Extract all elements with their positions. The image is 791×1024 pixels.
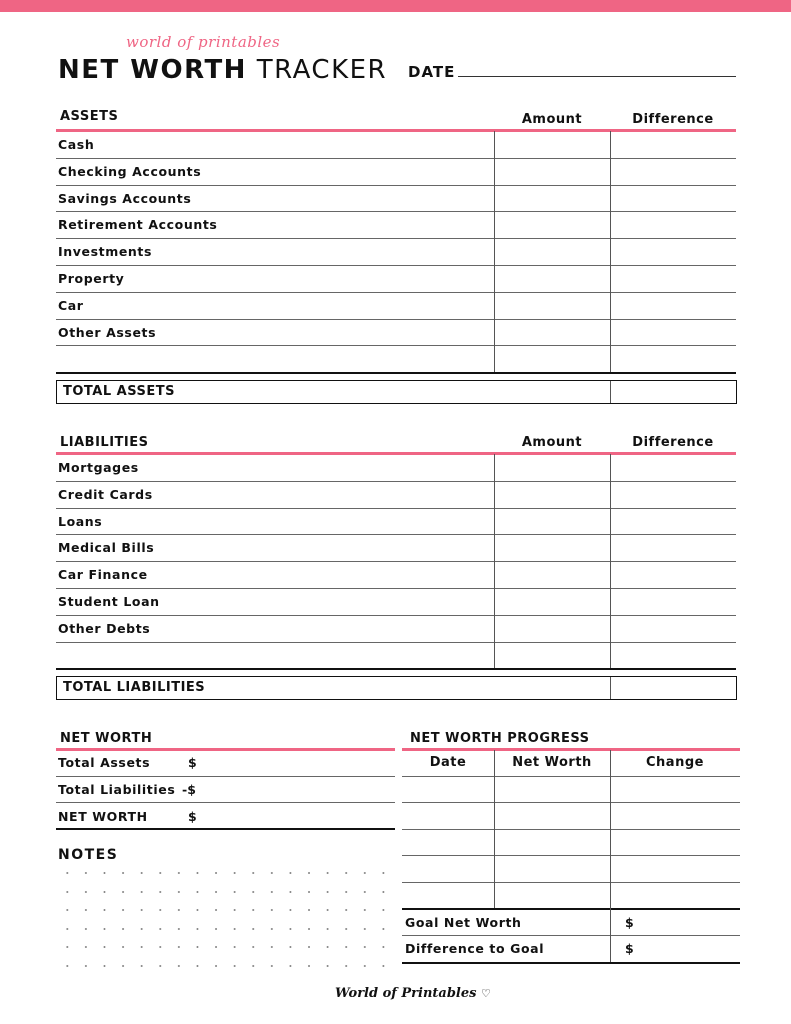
assets-column-divider [494, 131, 495, 372]
net-worth-header-rule [56, 748, 395, 751]
notes-dot-row [58, 872, 394, 874]
notes-heading: NOTES [58, 847, 119, 863]
liabilities-row-label: Credit Cards [58, 486, 153, 502]
liabilities-row-label: Medical Bills [58, 540, 155, 556]
date-label: DATE [408, 63, 456, 81]
progress-net-worth-header: Net Worth [512, 755, 592, 770]
page-title [58, 55, 387, 85]
progress-date-header: Date [429, 755, 467, 770]
footer-brand-text: World of Printables [335, 986, 477, 1001]
progress-column-divider [494, 750, 495, 908]
liabilities-row-rule [56, 588, 736, 589]
title-bold: NET WORTH [58, 55, 247, 85]
assets-row-rule [56, 292, 736, 293]
assets-row-label: Car [58, 297, 84, 313]
progress-heading: NET WORTH PROGRESS [410, 731, 590, 746]
nw-net-worth-prefix: $ [188, 809, 197, 824]
progress-row-rule [402, 829, 740, 830]
date-field[interactable] [458, 76, 736, 77]
liabilities-column-divider [494, 454, 495, 668]
assets-row-rule [56, 265, 736, 266]
liabilities-row-rule [56, 508, 736, 509]
total-assets-divider [610, 381, 611, 403]
liabilities-row-rule [56, 642, 736, 643]
brand-script: world of printables [126, 33, 281, 51]
nw-total-assets-label: Total Assets [58, 755, 151, 770]
net-worth-heading: NET WORTH [60, 731, 153, 746]
assets-header-rule [56, 129, 736, 132]
progress-bottom-rule [402, 908, 740, 910]
goal-divider [610, 908, 611, 962]
liabilities-row-rule [56, 481, 736, 482]
assets-row-rule [56, 345, 736, 346]
liabilities-row-rule [56, 534, 736, 535]
liabilities-header-rule [56, 452, 736, 455]
assets-row-label: Cash [58, 137, 95, 152]
assets-row-label: Checking Accounts [58, 163, 202, 179]
title-light: TRACKER [256, 55, 388, 85]
assets-row-rule [56, 319, 736, 320]
liabilities-row-label: Other Debts [58, 620, 151, 636]
assets-row-rule [56, 158, 736, 159]
nw-row-rule [56, 776, 395, 777]
nw-row-rule [56, 802, 395, 803]
liabilities-row-rule [56, 561, 736, 562]
total-assets-label: TOTAL ASSETS [63, 384, 175, 399]
liabilities-heading: LIABILITIES [60, 435, 149, 450]
progress-row-rule [402, 855, 740, 856]
liabilities-row-rule [56, 615, 736, 616]
notes-dot-row [58, 909, 394, 911]
progress-row-rule [402, 802, 740, 803]
nw-total-liabilities-label: Total Liabilities [58, 782, 176, 797]
assets-row-rule [56, 372, 736, 374]
heart-icon: ♡ [481, 987, 491, 1000]
assets-row-label: Investments [58, 244, 153, 260]
nw-net-worth-label: NET WORTH [58, 809, 148, 824]
total-liabilities-label: TOTAL LIABILITIES [63, 680, 206, 695]
liabilities-row-label: Mortgages [58, 460, 139, 475]
notes-dot-row [58, 928, 394, 930]
assets-difference-header: Difference [632, 112, 714, 127]
assets-row-rule [56, 211, 736, 212]
assets-row-rule [56, 238, 736, 239]
goal-net-worth-prefix: $ [625, 915, 634, 930]
nw-total-liabilities-prefix: -$ [182, 782, 196, 797]
assets-row-label: Property [58, 271, 125, 286]
goal-bottom-rule [402, 962, 740, 964]
liabilities-row-rule [56, 668, 736, 670]
top-accent-bar [0, 0, 791, 12]
assets-row-label: Other Assets [58, 324, 157, 340]
liabilities-column-divider [610, 454, 611, 668]
assets-amount-header: Amount [521, 112, 583, 127]
difference-to-goal-prefix: $ [625, 941, 634, 956]
goal-net-worth-label: Goal Net Worth [405, 915, 522, 930]
goal-row-rule [402, 935, 740, 936]
notes-dot-row [58, 891, 394, 893]
liabilities-row-label: Loans [58, 513, 103, 529]
progress-row-rule [402, 882, 740, 883]
assets-row-rule [56, 185, 736, 186]
difference-to-goal-label: Difference to Goal [405, 941, 545, 956]
liabilities-amount-header: Amount [521, 435, 583, 450]
footer-brand [335, 986, 491, 1001]
progress-row-rule [402, 776, 740, 777]
nw-bottom-rule [56, 828, 395, 830]
notes-dot-row [58, 946, 394, 948]
notes-dot-row [58, 965, 394, 967]
progress-change-header: Change [646, 755, 704, 770]
liabilities-row-label: Car Finance [58, 567, 148, 583]
progress-header-rule [402, 748, 740, 751]
total-assets-row[interactable] [56, 380, 737, 404]
total-liabilities-divider [610, 677, 611, 699]
assets-heading: ASSETS [60, 109, 119, 124]
nw-total-assets-prefix: $ [188, 755, 197, 770]
progress-column-divider [610, 750, 611, 908]
assets-row-label: Retirement Accounts [58, 217, 218, 233]
liabilities-row-label: Student Loan [58, 594, 160, 609]
total-liabilities-row[interactable] [56, 676, 737, 700]
assets-column-divider [610, 131, 611, 372]
liabilities-difference-header: Difference [632, 435, 714, 450]
assets-row-label: Savings Accounts [58, 190, 192, 206]
